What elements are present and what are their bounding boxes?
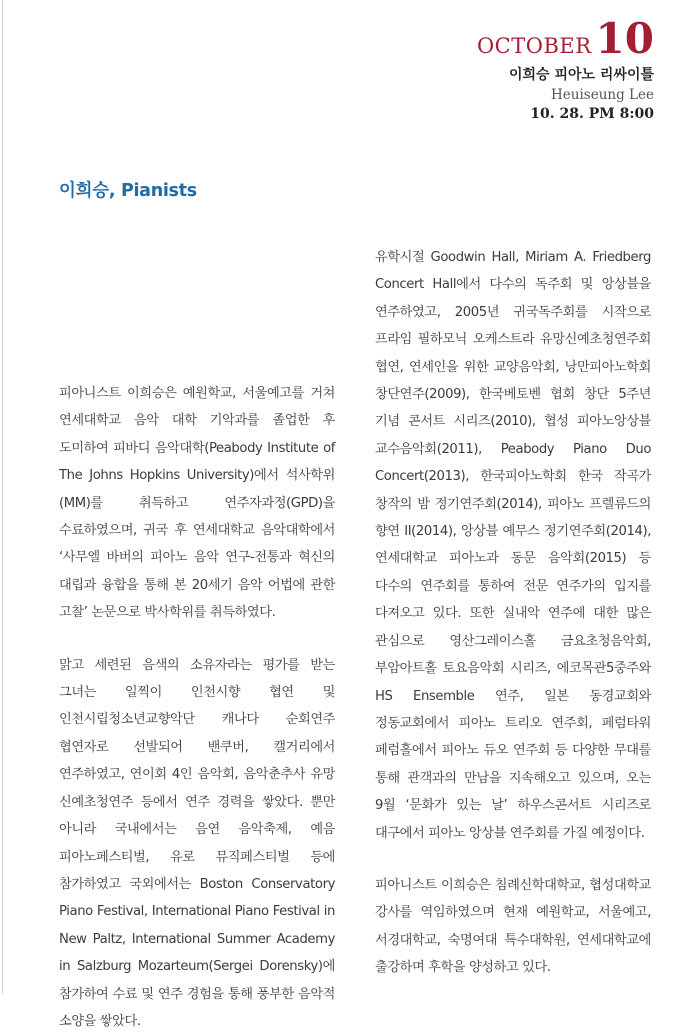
biography-paragraph-education: 피아니스트 이희승은 예원학교, 서울예고를 거쳐 연세대학교 음악 대학 기악과를 졸업한 후 도미하여 피바디 음악대학(Peabody Institute of The Johns Hopkins University)에서 석사학위(MM)를 취득하고 연주자과정(GPD)을 수료하였으며, 귀국 후 연세대학교 음악대학에서 ‘사무엘 바버의 피아노 음악 연구-전통과 혁신의 대립과 융합을 통해 본 20세기 음악 어법에 관한 고찰’ 논문으로 박사학위를 취득하였다. (59, 386, 335, 621)
month-label: OCTOBER (476, 34, 592, 58)
biography-left-column (59, 380, 335, 1035)
date-heading (476, 14, 654, 63)
event-datetime: 10. 28. PM 8:00 (530, 106, 654, 122)
event-title: 이희승 피아노 리싸이틀 (509, 67, 654, 83)
concert-header (476, 14, 654, 122)
page-edge-rule (2, 0, 3, 994)
biography-paragraph-teaching: 피아니스트 이희승은 침례신학대학교, 협성대학교 강사를 역임하였으며 현재 예원학교, 서울예고, 서경대학교, 숙명여대 특수대학원, 연세대학교에 출강하며 후학을 양성하고 있다. (375, 877, 651, 976)
performer-name: Heuiseung Lee (551, 87, 654, 103)
day-number: 10 (595, 14, 654, 63)
page-title: 이희승, Pianists (59, 181, 197, 201)
biography-paragraph-performances: 유학시절 Goodwin Hall, Miriam A. Friedberg Concert Hall에서 다수의 독주회 및 앙상블을 연주하였고, 2005년 귀국독주회를 시작으로 프라임 필하모닉 오케스트라 유망신예초청연주회 협연, 연세인을 위한 교양음악회, 낭만피아노학회 창단연주(2009), 한국베토벤 협회 창단 5주년 기념 콘서트 시리즈(2010), 협성 피아노앙상블 교수음악회(2011), Peabody Piano Duo Concert(2013), 한국피아노학회 한국 작곡가 창작의 밤 정기연주회(2014), 피아노 프렐류드의 향연 II(2014), 앙상블 예무스 정기연주회(2014), 연세대학교 피아노과 동문 음악회(2015) 등 다수의 연주회를 통하여 전문 연주가의 입지를 다져오고 있다. 또한 실내악 연주에 대한 많은 관심으로 영산그레이스홀 금요초청음악회, 부암아트홀 토요음악회 시리즈, 에코목관5중주와 HS Ensemble 연주, 일본 동경교회와 정동교회에서 피아노 트리오 연주회, 페럼타워 페럼홀에서 피아노 듀오 연주회 등 다양한 무대를 통해 관객과의 만남을 지속해오고 있으며, 오는 9월 ‘문화가 있는 날’ 하우스콘서트 시리즈로 대구에서 피아노 앙상블 연주회를 가질 예정이다. (375, 250, 651, 841)
biography-right-column (375, 244, 651, 982)
biography-paragraph-career: 맑고 세련된 음색의 소유자라는 평가를 받는 그녀는 일찍이 인천시향 협연 및 인천시립청소년교향악단 캐나다 순회연주 협연자로 선발되어 밴쿠버, 캘거리에서 연주하였고, 연이회 4인 음악회, 음악춘추사 유망 신예초청연주 등에서 연주 경력을 쌓았다. 뿐만 아니라 국내에서는 음연 음악축제, 예음 피아노페스티벌, 유로 뮤직페스티벌 등에 참가하였고 국외에서는 Boston Conservatory Piano Festival, International Piano Festival in New Paltz, International Summer Academy in Salzburg Mozarteum(Sergei Dorensky)에 참가하여 수료 및 연주 경험을 통해 풍부한 음악적 소양을 쌓았다. (59, 657, 335, 1029)
